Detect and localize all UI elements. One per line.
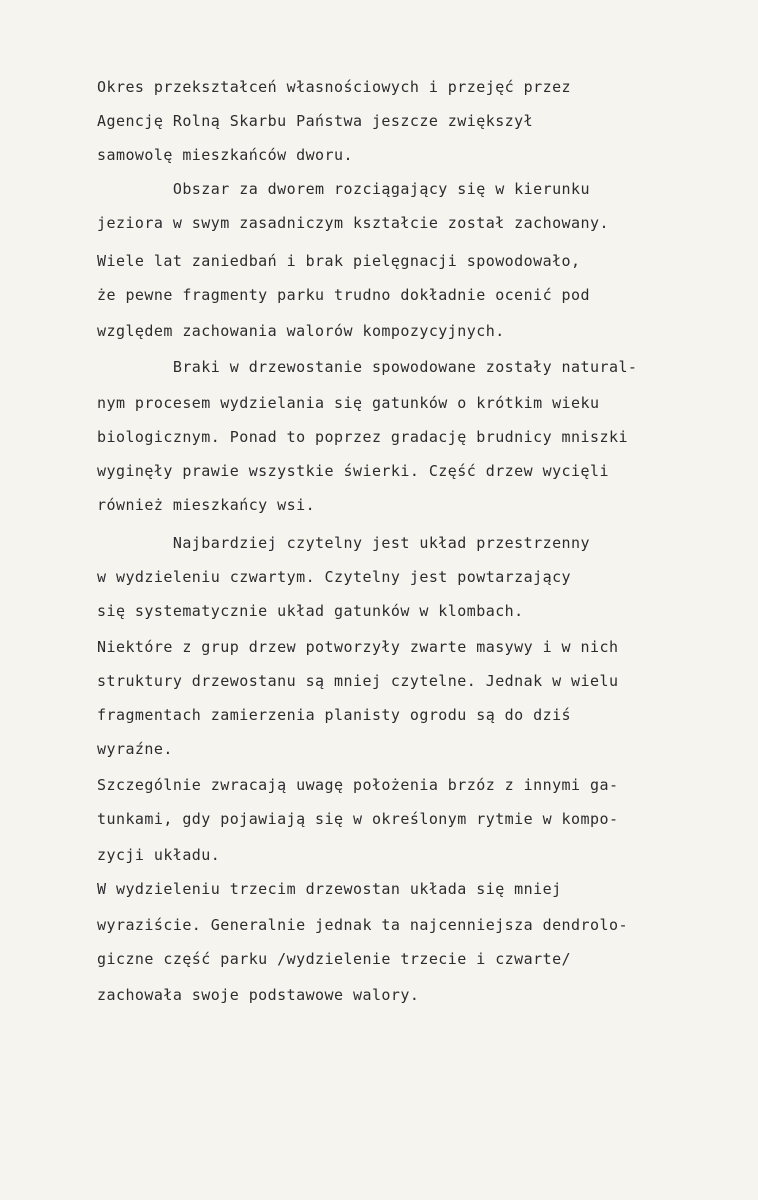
- text-line: W wydzieleniu trzecim drzewostan układa się mniej: [97, 880, 562, 898]
- text-line: się systematycznie układ gatunków w klombach.: [97, 602, 524, 620]
- text-line: struktury drzewostanu są mniej czytelne. Jednak w wielu: [97, 672, 619, 690]
- text-line: giczne część parku /wydzielenie trzecie i czwarte/: [97, 950, 572, 968]
- text-line: wyraziście. Generalnie jednak ta najcenniejsza dendrolo-: [97, 916, 628, 934]
- text-line: Okres przekształceń własnościowych i przejęć przez: [97, 78, 572, 96]
- text-line: względem zachowania walorów kompozycyjnych.: [97, 322, 505, 340]
- text-line: zachowała swoje podstawowe walory.: [97, 986, 420, 1004]
- text-line: Agencję Rolną Skarbu Państwa jeszcze zwiększył: [97, 112, 534, 130]
- text-line: Niektóre z grup drzew potworzyły zwarte masywy i w nich: [97, 638, 619, 656]
- text-line: jeziora w swym zasadniczym kształcie został zachowany.: [97, 214, 609, 232]
- text-line: Wiele lat zaniedbań i brak pielęgnacji spowodowało,: [97, 252, 581, 270]
- text-line: Szczególnie zwracają uwagę położenia brzóz z innymi ga-: [97, 776, 619, 794]
- text-line: samowolę mieszkańców dworu.: [97, 146, 353, 164]
- text-line: wyraźne.: [97, 740, 173, 758]
- text-line: że pewne fragmenty parku trudno dokładnie ocenić pod: [97, 286, 590, 304]
- text-line: również mieszkańcy wsi.: [97, 496, 316, 514]
- text-line: biologicznym. Ponad to poprzez gradację brudnicy mniszki: [97, 428, 628, 446]
- text-line: Najbardziej czytelny jest układ przestrzenny: [97, 534, 590, 552]
- text-line: w wydzieleniu czwartym. Czytelny jest powtarzający: [97, 568, 572, 586]
- text-line: fragmentach zamierzenia planisty ogrodu są do dziś: [97, 706, 572, 724]
- text-line: tunkami, gdy pojawiają się w określonym rytmie w kompo-: [97, 810, 619, 828]
- text-line: nym procesem wydzielania się gatunków o krótkim wieku: [97, 394, 600, 412]
- text-line: zycji układu.: [97, 846, 221, 864]
- text-line: Braki w drzewostanie spowodowane zostały natural-: [97, 358, 638, 376]
- text-line: Obszar za dworem rozciągający się w kierunku: [97, 180, 590, 198]
- text-line: wyginęły prawie wszystkie świerki. Część drzew wycięli: [97, 462, 609, 480]
